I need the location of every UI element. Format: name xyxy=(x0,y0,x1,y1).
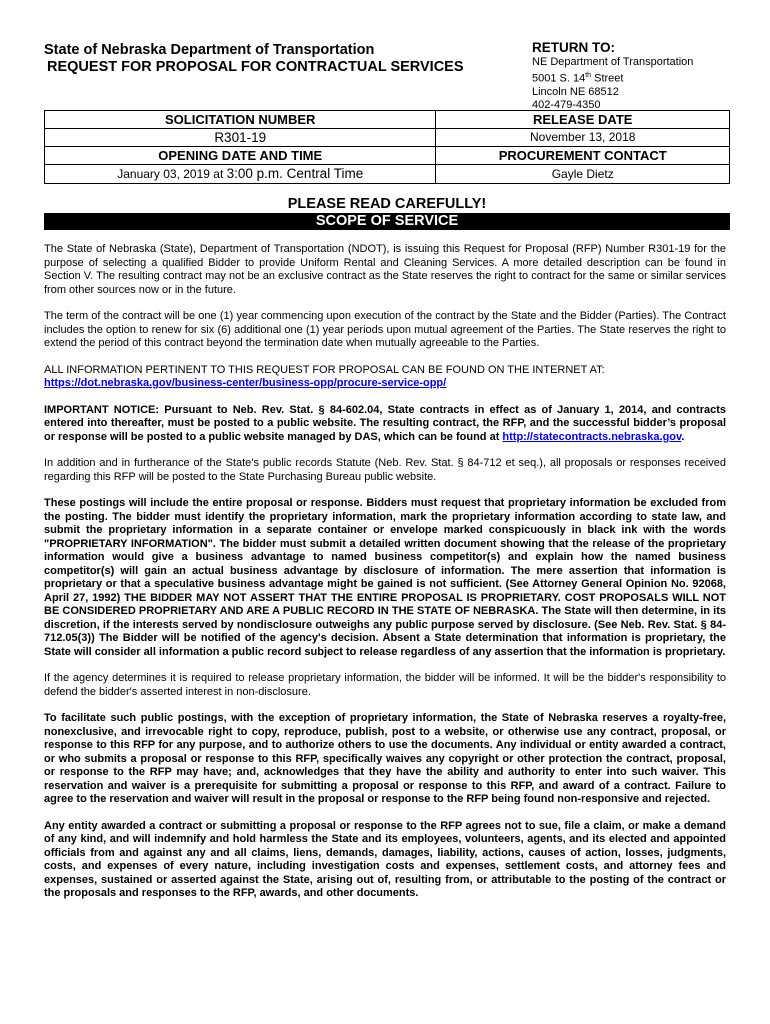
document-header xyxy=(44,42,464,76)
opening-date-label: OPENING DATE AND TIME xyxy=(45,147,436,165)
release-date-value: November 13, 2018 xyxy=(436,129,730,147)
agency-name: State of Nebraska Department of Transportation xyxy=(44,42,375,58)
address-line-1: NE Department of Transportation xyxy=(532,56,694,68)
paragraph-internet-info xyxy=(44,364,726,391)
paragraph-release-notice: If the agency determines it is required to release proprietary information, the bidder will be informed. It will be the bidder's responsibility to defend the bidder's asserted interest in non-disclosure. xyxy=(44,672,726,698)
opening-date: January 03, 2019 at xyxy=(117,167,227,181)
procurement-contact-label: PROCUREMENT CONTACT xyxy=(436,147,730,165)
address-street-suffix: th xyxy=(585,72,592,79)
document-body xyxy=(44,243,726,914)
solicitation-info-table xyxy=(44,110,730,184)
release-date-label: RELEASE DATE xyxy=(436,111,730,129)
address-street-name: Street xyxy=(591,72,624,85)
procurement-website-link[interactable]: https://dot.nebraska.gov/business-center/business-opp/procure-service-opp/ xyxy=(44,377,447,389)
please-read-heading: PLEASE READ CAREFULLY! xyxy=(287,196,487,212)
internet-info-text: ALL INFORMATION PERTINENT TO THIS REQUEST FOR PROPOSAL CAN BE FOUND ON THE INTERNET AT: xyxy=(44,363,605,376)
phone-number: 402-479-4350 xyxy=(532,98,601,111)
paragraph-public-records: In addition and in furtherance of the State’s public records Statute (Neb. Rev. Stat. § 84-712 et seq.), all proposals or responses received regarding this RFP will be posted to the State Purchasing Bureau public website. xyxy=(44,457,726,483)
return-to-label: RETURN TO: xyxy=(532,40,615,55)
state-contracts-link[interactable]: http://statecontracts.nebraska.gov xyxy=(502,430,682,443)
paragraph-proprietary-info: These postings will include the entire proposal or response. Bidders must request that proprietary information be excluded from the posting. The bidder must identify the proprietary information, mark the proprietary information according to state law, and submit the proprietary information in a separate container or envelope marked conspicuously in black ink with the words "PROPRIETARY INFORMATION". The bidder must submit a detailed written document showing that the release of the proprietary information would give a business advantage to named business competitor(s) and explain how the named business competitor(s) will gain an actual business advantage by disclosure of information. The mere assertion that information is proprietary or that a speculative business advantage might be gained is not sufficient. (See Attorney General Opinion No. 92068, April 27, 1992) THE BIDDER MAY NOT ASSERT THAT THE ENTIRE PROPOSAL IS PROPRIETARY. COST PROPOSALS WILL NOT BE CONSIDERED PROPRIETARY AND ARE A PUBLIC RECORD IN THE STATE OF NEBRASKA. The State will then determine, in its discretion, if the interests served by nondisclosure outweighs any public purpose served by disclosure. (See Neb. Rev. Stat. § 84-712.05(3)) The Bidder will be notified of the agency's decision. Absent a State determination that information is proprietary, the State will consider all information a public record subject to release regardless of any assertion that the information is proprietary. xyxy=(44,497,726,658)
solicitation-number-value: R301-19 xyxy=(45,129,436,147)
important-notice-end: . xyxy=(681,430,685,443)
important-notice-text: IMPORTANT NOTICE: Pursuant to Neb. Rev. Stat. § 84-602.04, State contracts in effect as of January 1, 2014, and contracts entered into thereafter, must be posted to a public website. The resulting contract, the RFP, and the successful bidder’s proposal or response will be posted to a public website managed by DAS, which can be found at xyxy=(44,403,726,443)
opening-date-value xyxy=(45,165,436,184)
paragraph-term: The term of the contract will be one (1) year commencing upon execution of the contract by the State and the Bidder (Parties). The Contract includes the option to renew for six (6) additional one (1) year periods upon mutual agreement of the Parties. The State reserves the right to extend the period of this contract beyond the termination date when mutually agreeable to the Parties. xyxy=(44,310,726,349)
paragraph-indemnification: Any entity awarded a contract or submitting a proposal or response to the RFP agrees not to sue, file a claim, or make a demand of any kind, and will indemnify and hold harmless the State and its employees, volunteers, agents, and its elected and appointed officials from and against any and all claims, liens, demands, damages, liability, actions, causes of action, losses, judgments, costs, and expenses of every nature, including investigation costs and expenses, settlement costs, and attorney fees and expenses, sustained or asserted against the State, arising out of, resulting from, or attributable to the posting of the contract or the proposals and responses to the RFP, awards, and other documents. xyxy=(44,819,726,899)
paragraph-important-notice xyxy=(44,404,726,445)
document-title: REQUEST FOR PROPOSAL FOR CONTRACTUAL SERVICES xyxy=(47,59,464,75)
return-address-block xyxy=(532,41,693,112)
scope-of-service-heading: SCOPE OF SERVICE xyxy=(44,213,730,230)
address-street-number: 5001 S. 14 xyxy=(532,72,586,85)
opening-time: 3:00 p.m. Central Time xyxy=(226,166,364,181)
address-line-3: Lincoln NE 68512 xyxy=(532,85,619,98)
paragraph-scope: The State of Nebraska (State), Department of Transportation (NDOT), is issuing this Request for Proposal (RFP) Number R301-19 for the purpose of selecting a qualified Bidder to provide Uniform Rental and Cleaning Services. A more detailed description can be found in Section V. The resulting contract may not be an exclusive contract as the State reserves the right to contract for the same or similar services from other sources now or in the future. xyxy=(44,243,726,296)
solicitation-number-label: SOLICITATION NUMBER xyxy=(45,111,436,129)
paragraph-copyright-waiver: To facilitate such public postings, with the exception of proprietary information, the State of Nebraska reserves a royalty-free, nonexclusive, and irrevocable right to copy, reproduce, publish, post to a website, or otherwise use any contract, proposal, or response to this RFP for any purpose, and to authorize others to use the documents. Any individual or entity awarded a contract, or who submits a proposal or response to this RFP, specifically waives any copyright or other protection the contract, proposal, or response to the RFP may have; and, acknowledges that they have the ability and authority to enter into such waiver. This reservation and waiver is a prerequisite for submitting a proposal or response to this RFP, and award of a contract. Failure to agree to the reservation and waiver will result in the proposal or response to the RFP being found non-responsive and rejected. xyxy=(44,712,726,805)
address-line-2 xyxy=(532,69,693,86)
procurement-contact-value: Gayle Dietz xyxy=(436,165,730,184)
